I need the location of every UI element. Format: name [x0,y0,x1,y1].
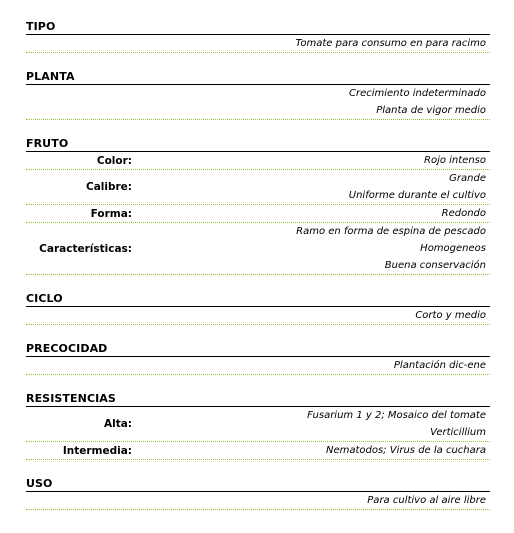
row-value: Tomate para consumo en para racimo [295,38,486,49]
row-value: Ramo en forma de espina de pescado [296,226,486,237]
section-tipo [26,20,490,53]
section-title: FRUTO [26,137,490,152]
row-values [132,85,490,119]
section-title: CICLO [26,292,490,307]
row-label: Alta: [103,418,132,430]
section-planta [26,70,490,120]
row-label: Intermedia: [62,444,132,457]
row-value: Grande [449,173,486,184]
row-value: Buena conservación [384,260,486,271]
row-values [132,152,490,169]
spec-row-alta [26,407,490,442]
row-values [132,205,490,222]
spec-row [26,307,490,325]
row-values [132,170,490,204]
spec-row-intermedia [26,442,490,460]
spec-row [26,492,490,510]
row-label: Forma: [90,207,132,220]
section-title: PRECOCIDAD [26,342,490,357]
spec-row [26,357,490,375]
spec-row-color [26,152,490,170]
spec-row-calibre [26,170,490,205]
row-values [132,357,490,374]
spec-sheet [26,20,490,527]
row-values [132,407,490,441]
row-values [132,492,490,509]
row-value: Uniforme durante el cultivo [348,190,486,201]
section-uso [26,477,490,510]
section-title: USO [26,477,490,492]
section-resistencias [26,392,490,460]
row-value: Corto y medio [415,310,486,321]
row-value: Rojo intenso [424,155,486,166]
spec-row-caracteristicas [26,223,490,275]
row-value: Redondo [441,208,486,219]
row-values [132,35,490,52]
row-value: Para cultivo al aire libre [367,495,486,506]
row-values [132,442,490,459]
spec-row [26,85,490,120]
section-title: PLANTA [26,70,490,85]
section-fruto [26,137,490,275]
section-ciclo [26,292,490,325]
row-value: Crecimiento indeterminado [348,88,486,99]
row-value: Homogeneos [420,243,486,254]
row-label: Color: [96,154,132,167]
spec-row-forma [26,205,490,223]
spec-row [26,35,490,53]
row-label: Calibre: [85,181,132,193]
row-value: Verticillium [430,427,486,438]
section-title: RESISTENCIAS [26,392,490,407]
section-precocidad [26,342,490,375]
row-value: Nematodos; Virus de la cuchara [325,445,486,456]
row-values [132,223,490,274]
row-label: Características: [39,242,132,255]
section-title: TIPO [26,20,490,35]
row-value: Fusarium 1 y 2; Mosaico del tomate [307,410,486,421]
row-values [132,307,490,324]
row-value: Planta de vigor medio [376,105,486,116]
row-value: Plantación dic-ene [393,360,486,371]
